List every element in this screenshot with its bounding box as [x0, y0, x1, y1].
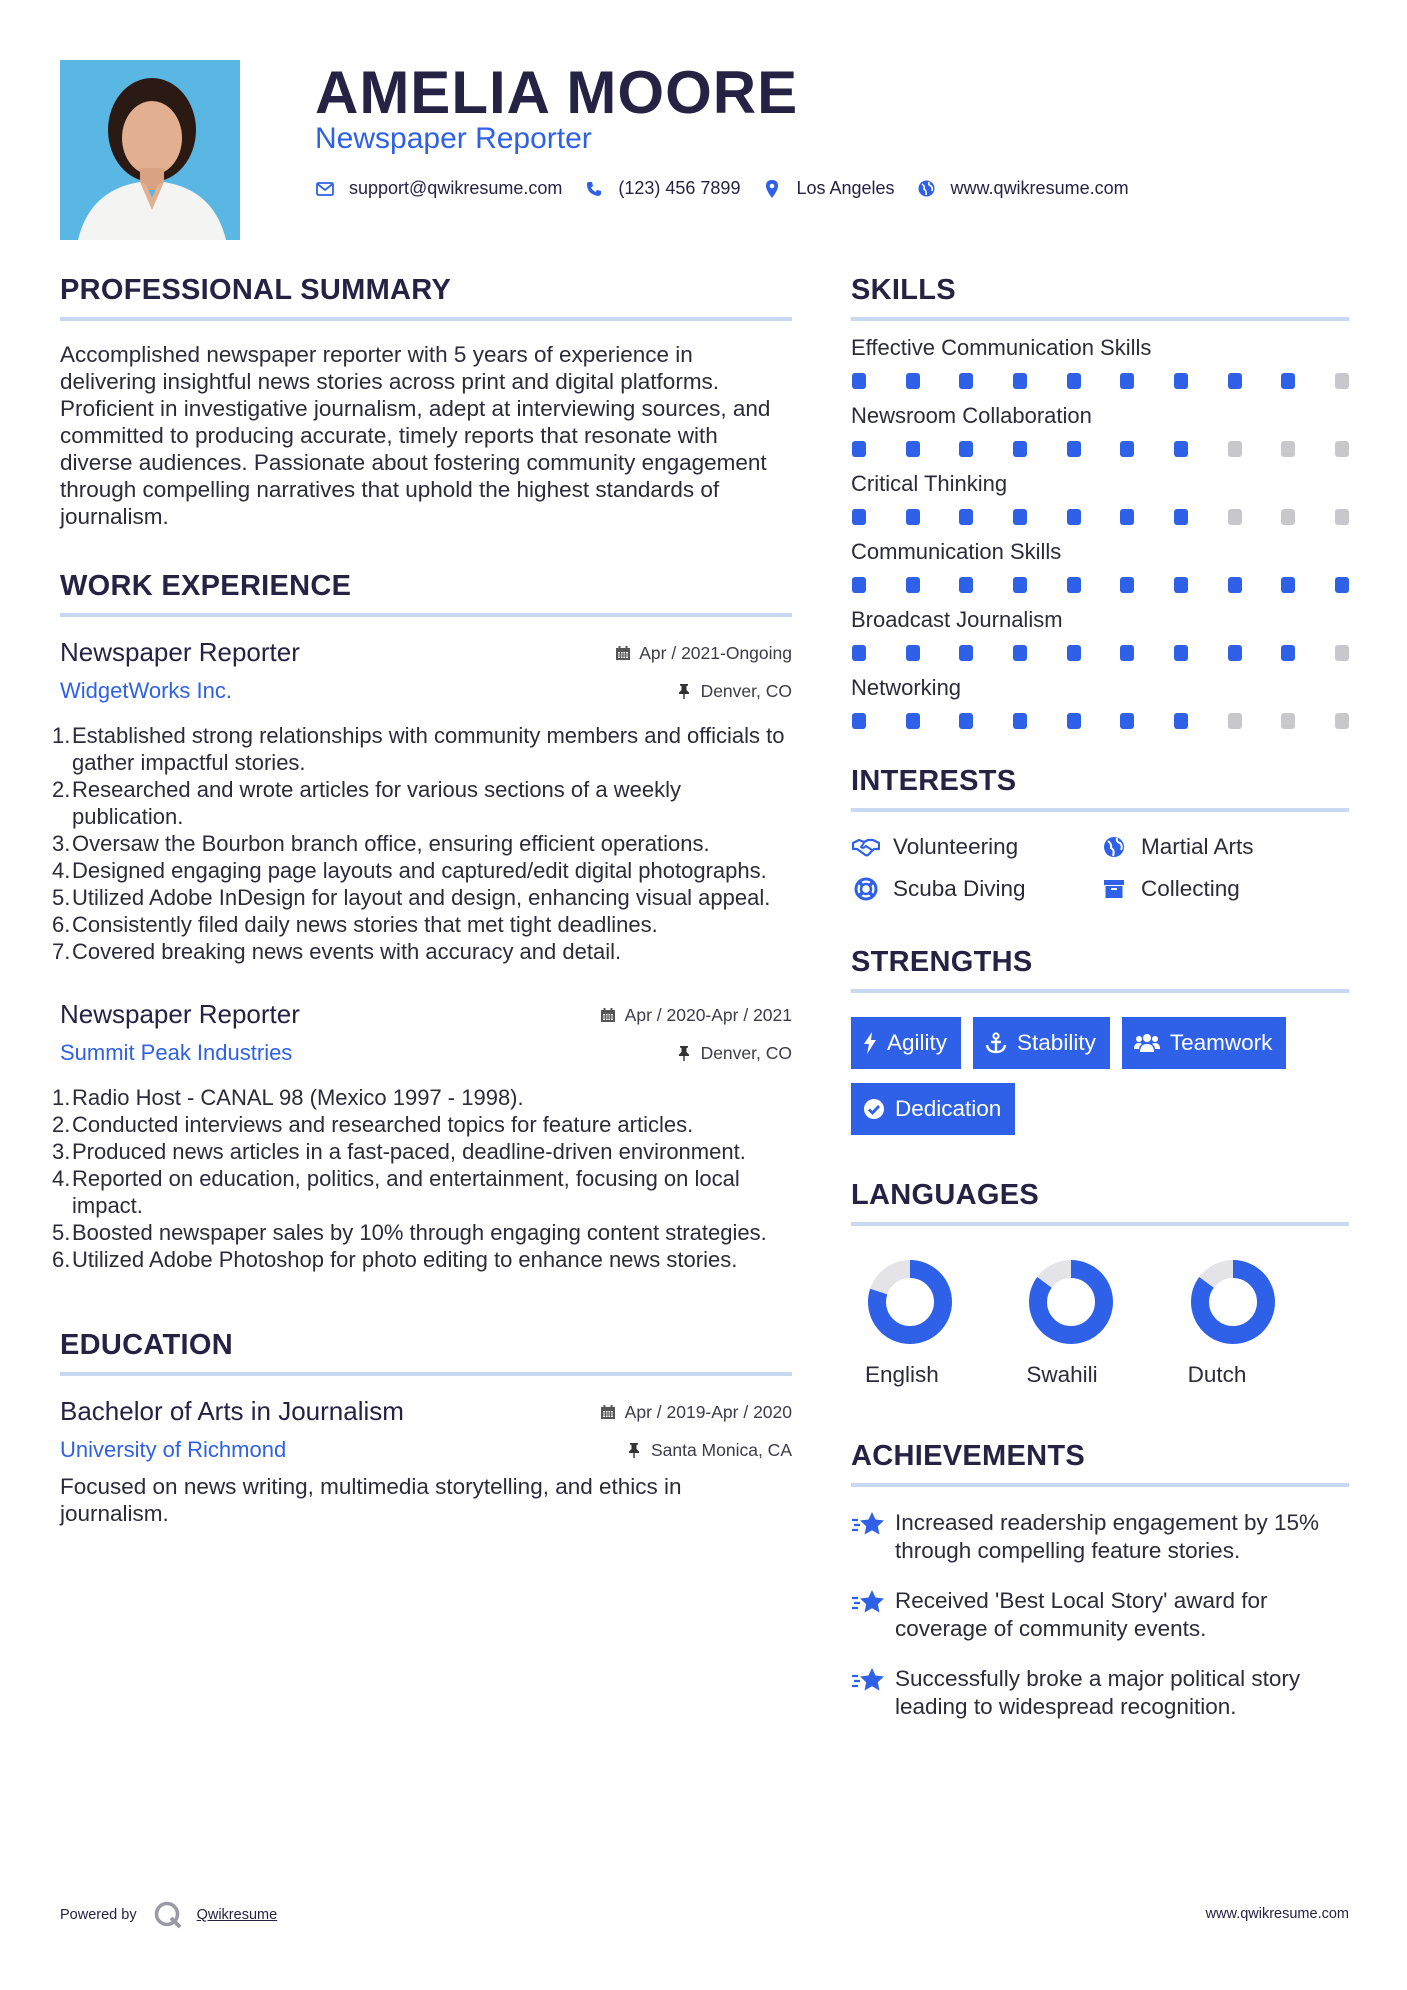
list-item: 1. Radio Host - CANAL 98 (Mexico 1997 - 1998).	[52, 1085, 524, 1110]
candidate-name: AMELIA MOORE	[315, 59, 799, 126]
job-entry-title: Newspaper Reporter	[60, 999, 300, 1029]
rating-dot-filled	[1228, 645, 1242, 661]
rating-dot-filled	[1013, 645, 1027, 661]
right-column	[851, 274, 1349, 1721]
job-entry-location: Denver, CO	[676, 681, 792, 702]
achievement-item: Increased readership engagement by 15% through compelling feature stories.	[851, 1509, 1349, 1565]
education-dates: Apr / 2019-Apr / 2020	[600, 1402, 792, 1423]
rating-dot-filled	[1013, 713, 1027, 729]
rating-dot-filled	[852, 509, 866, 525]
language-donut	[868, 1260, 952, 1344]
languages-list	[865, 1260, 1349, 1388]
rating-dot-filled	[1228, 577, 1242, 593]
education-location: Santa Monica, CA	[626, 1440, 792, 1461]
rating-dot-filled	[852, 373, 866, 389]
globe-icon	[917, 179, 937, 199]
achievements-list	[851, 1509, 1349, 1721]
contact-email[interactable]: support@qwikresume.com	[349, 178, 563, 198]
rating-dot-filled	[852, 441, 866, 457]
rating-dot-filled	[1067, 441, 1081, 457]
rating-dot-empty	[1335, 441, 1349, 457]
pushpin-icon	[676, 683, 693, 700]
rating-dot-filled	[852, 713, 866, 729]
rating-dot-filled	[1013, 577, 1027, 593]
language-name: Swahili	[1026, 1362, 1098, 1387]
strengths-list	[851, 1017, 1351, 1135]
rating-dot-filled	[1067, 645, 1081, 661]
contact-website[interactable]: www.qwikresume.com	[950, 178, 1129, 198]
rating-dot-empty	[1281, 509, 1295, 525]
rating-dot-filled	[1228, 373, 1242, 389]
job-entry-dates: Apr / 2021-Ongoing	[614, 643, 792, 664]
language-item	[1188, 1260, 1349, 1388]
users-icon	[1134, 1033, 1160, 1053]
strength-badge: Dedication	[851, 1083, 1015, 1135]
list-item: 5. Boosted newspaper sales by 10% through engaging content strategies.	[52, 1220, 767, 1245]
interests-heading: INTERESTS	[851, 765, 1349, 812]
rating-dot-filled	[1174, 441, 1188, 457]
language-item	[865, 1260, 1026, 1388]
summary-heading: PROFESSIONAL SUMMARY	[60, 274, 792, 321]
rating-dot-filled	[1281, 373, 1295, 389]
left-column	[52, 274, 792, 1527]
education-entry	[60, 1396, 792, 1527]
list-item: 2. Researched and wrote articles for various sections of a weekly publication.	[52, 777, 681, 829]
rating-dot-filled	[959, 509, 973, 525]
list-item: 6. Consistently filed daily news stories that met tight deadlines.	[52, 912, 658, 937]
footer-website[interactable]: www.qwikresume.com	[1205, 1906, 1349, 1922]
skill-item	[851, 335, 1349, 389]
education-degree: Bachelor of Arts in Journalism	[60, 1396, 404, 1426]
rating-dot-filled	[906, 713, 920, 729]
language-name: Dutch	[1187, 1362, 1247, 1387]
strength-badge: Stability	[973, 1017, 1110, 1069]
skill-rating	[851, 577, 1349, 593]
skill-rating	[851, 441, 1349, 457]
education-heading: EDUCATION	[60, 1329, 792, 1376]
rating-dot-filled	[1120, 373, 1134, 389]
rating-dot-filled	[1281, 645, 1295, 661]
rating-dot-filled	[1120, 441, 1134, 457]
language-item	[1026, 1260, 1187, 1388]
skills-list	[851, 335, 1349, 729]
map-marker-icon	[762, 179, 782, 199]
job-entry-title: Newspaper Reporter	[60, 637, 300, 667]
rating-dot-filled	[1067, 713, 1081, 729]
skill-name: Critical Thinking	[851, 471, 1008, 496]
check-circle-icon	[863, 1098, 885, 1120]
skill-rating	[851, 373, 1349, 389]
pushpin-icon	[676, 1045, 693, 1062]
bolt-icon	[863, 1032, 877, 1054]
rating-dot-filled	[852, 645, 866, 661]
interest-item: Scuba Diving	[851, 876, 1099, 902]
rating-dot-filled	[1013, 509, 1027, 525]
interest-item: Collecting	[1099, 876, 1339, 902]
rating-dot-filled	[906, 577, 920, 593]
skill-rating	[851, 509, 1349, 525]
languages-heading: LANGUAGES	[851, 1179, 1349, 1226]
job-entry	[52, 637, 792, 965]
experience-heading: WORK EXPERIENCE	[60, 570, 792, 617]
rating-dot-filled	[1281, 577, 1295, 593]
rating-dot-filled	[1120, 713, 1134, 729]
rating-dot-filled	[1013, 373, 1027, 389]
footer-powered-by: Powered by Qwikresume	[60, 1900, 277, 1930]
strength-badge: Teamwork	[1122, 1017, 1287, 1069]
skill-item	[851, 539, 1349, 593]
summary-text: Accomplished newspaper reporter with 5 years of experience in delivering insightful news stories across print and digital platforms. Proficient in investigative journalism, adept at interviewing sources, and committed to producing accurate, timely reports that resonate with diverse audiences. Passionate about fostering community engagement through compelling narratives that uphold the highest standards of journalism.	[60, 342, 771, 529]
language-donut	[1191, 1260, 1275, 1344]
rating-dot-empty	[1335, 645, 1349, 661]
rating-dot-empty	[1335, 373, 1349, 389]
skill-rating	[851, 713, 1349, 729]
rating-dot-filled	[1174, 509, 1188, 525]
interest-item: Volunteering	[851, 834, 1099, 860]
skill-item	[851, 607, 1349, 661]
skill-item	[851, 471, 1349, 525]
rating-dot-filled	[906, 441, 920, 457]
rating-dot-filled	[906, 373, 920, 389]
footer-brand-link[interactable]: Qwikresume	[196, 1907, 278, 1923]
skill-rating	[851, 645, 1349, 661]
job-duties-list	[52, 722, 792, 965]
rating-dot-filled	[1067, 373, 1081, 389]
star-icon	[851, 1587, 885, 1643]
list-item: 6. Utilized Adobe Photoshop for photo editing to enhance news stories.	[52, 1247, 738, 1272]
job-entry-dates: Apr / 2020-Apr / 2021	[600, 1005, 792, 1026]
job-entry	[52, 999, 792, 1273]
skill-name: Communication Skills	[851, 539, 1062, 564]
rating-dot-filled	[959, 441, 973, 457]
strength-badge: Agility	[851, 1017, 961, 1069]
rating-dot-filled	[1120, 645, 1134, 661]
rating-dot-filled	[1174, 645, 1188, 661]
achievement-item: Successfully broke a major political story leading to widespread recognition.	[851, 1665, 1349, 1721]
pushpin-icon	[626, 1442, 643, 1459]
interests-list	[851, 834, 1349, 902]
list-item: 7. Covered breaking news events with accuracy and detail.	[52, 939, 622, 964]
rating-dot-filled	[1174, 713, 1188, 729]
job-entry-company: WidgetWorks Inc.	[60, 678, 232, 703]
rating-dot-empty	[1228, 441, 1242, 457]
skill-item	[851, 403, 1349, 457]
rating-dot-filled	[1120, 577, 1134, 593]
star-icon	[851, 1665, 885, 1721]
rating-dot-empty	[1335, 509, 1349, 525]
skill-name: Broadcast Journalism	[851, 607, 1063, 632]
contact-location: Los Angeles	[796, 178, 895, 198]
calendar-icon	[600, 1404, 617, 1421]
achievement-item: Received 'Best Local Story' award for coverage of community events.	[851, 1587, 1349, 1643]
skills-heading: SKILLS	[851, 274, 1349, 321]
education-school: University of Richmond	[60, 1437, 287, 1462]
profile-photo	[60, 60, 240, 240]
qwikresume-logo-icon	[153, 1900, 183, 1930]
rating-dot-filled	[1335, 577, 1349, 593]
rating-dot-filled	[852, 577, 866, 593]
envelope-icon	[315, 179, 335, 199]
rating-dot-empty	[1281, 441, 1295, 457]
calendar-icon	[614, 645, 631, 662]
rating-dot-filled	[1120, 509, 1134, 525]
list-item: 1. Established strong relationships with community members and officials to gather impactful stories.	[52, 723, 785, 775]
life-ring-icon	[851, 876, 881, 902]
archive-icon	[1099, 876, 1129, 902]
language-name: English	[865, 1362, 939, 1387]
rating-dot-empty	[1335, 713, 1349, 729]
rating-dot-empty	[1228, 509, 1242, 525]
rating-dot-empty	[1228, 713, 1242, 729]
rating-dot-filled	[1174, 373, 1188, 389]
list-item: 5. Utilized Adobe InDesign for layout and design, enhancing visual appeal.	[52, 885, 771, 910]
contact-bar	[315, 178, 1151, 199]
language-donut	[1029, 1260, 1113, 1344]
job-entry-location: Denver, CO	[676, 1043, 792, 1064]
list-item: 4. Designed engaging page layouts and captured/edit digital photographs.	[52, 858, 767, 883]
job-duties-list	[52, 1084, 792, 1273]
rating-dot-filled	[959, 577, 973, 593]
anchor-icon	[985, 1032, 1007, 1054]
calendar-icon	[600, 1007, 617, 1024]
rating-dot-filled	[1067, 509, 1081, 525]
rating-dot-filled	[1174, 577, 1188, 593]
skill-name: Newsroom Collaboration	[851, 403, 1092, 428]
rating-dot-filled	[959, 645, 973, 661]
interest-item: Martial Arts	[1099, 834, 1339, 860]
strengths-heading: STRENGTHS	[851, 946, 1349, 993]
rating-dot-filled	[906, 645, 920, 661]
list-item: 2. Conducted interviews and researched topics for feature articles.	[52, 1112, 694, 1137]
rating-dot-filled	[1013, 441, 1027, 457]
handshake-icon	[851, 834, 881, 860]
contact-phone[interactable]: (123) 456 7899	[618, 178, 741, 198]
skill-name: Networking	[851, 675, 962, 700]
skill-item	[851, 675, 1349, 729]
phone-icon	[584, 179, 604, 199]
rating-dot-filled	[1067, 577, 1081, 593]
list-item: 3. Produced news articles in a fast-paced, deadline-driven environment.	[52, 1139, 746, 1164]
star-icon	[851, 1509, 885, 1565]
rating-dot-empty	[1281, 713, 1295, 729]
globe-icon	[1099, 834, 1129, 860]
education-description: Focused on news writing, multimedia storytelling, and ethics in journalism.	[60, 1474, 682, 1526]
skill-name: Effective Communication Skills	[851, 335, 1152, 360]
job-entry-company: Summit Peak Industries	[60, 1040, 293, 1065]
list-item: 3. Oversaw the Bourbon branch office, ensuring efficient operations.	[52, 831, 710, 856]
job-title: Newspaper Reporter	[315, 122, 592, 155]
rating-dot-filled	[959, 373, 973, 389]
rating-dot-filled	[959, 713, 973, 729]
achievements-heading: ACHIEVEMENTS	[851, 1440, 1349, 1487]
rating-dot-filled	[906, 509, 920, 525]
list-item: 4. Reported on education, politics, and entertainment, focusing on local impact.	[52, 1166, 740, 1218]
